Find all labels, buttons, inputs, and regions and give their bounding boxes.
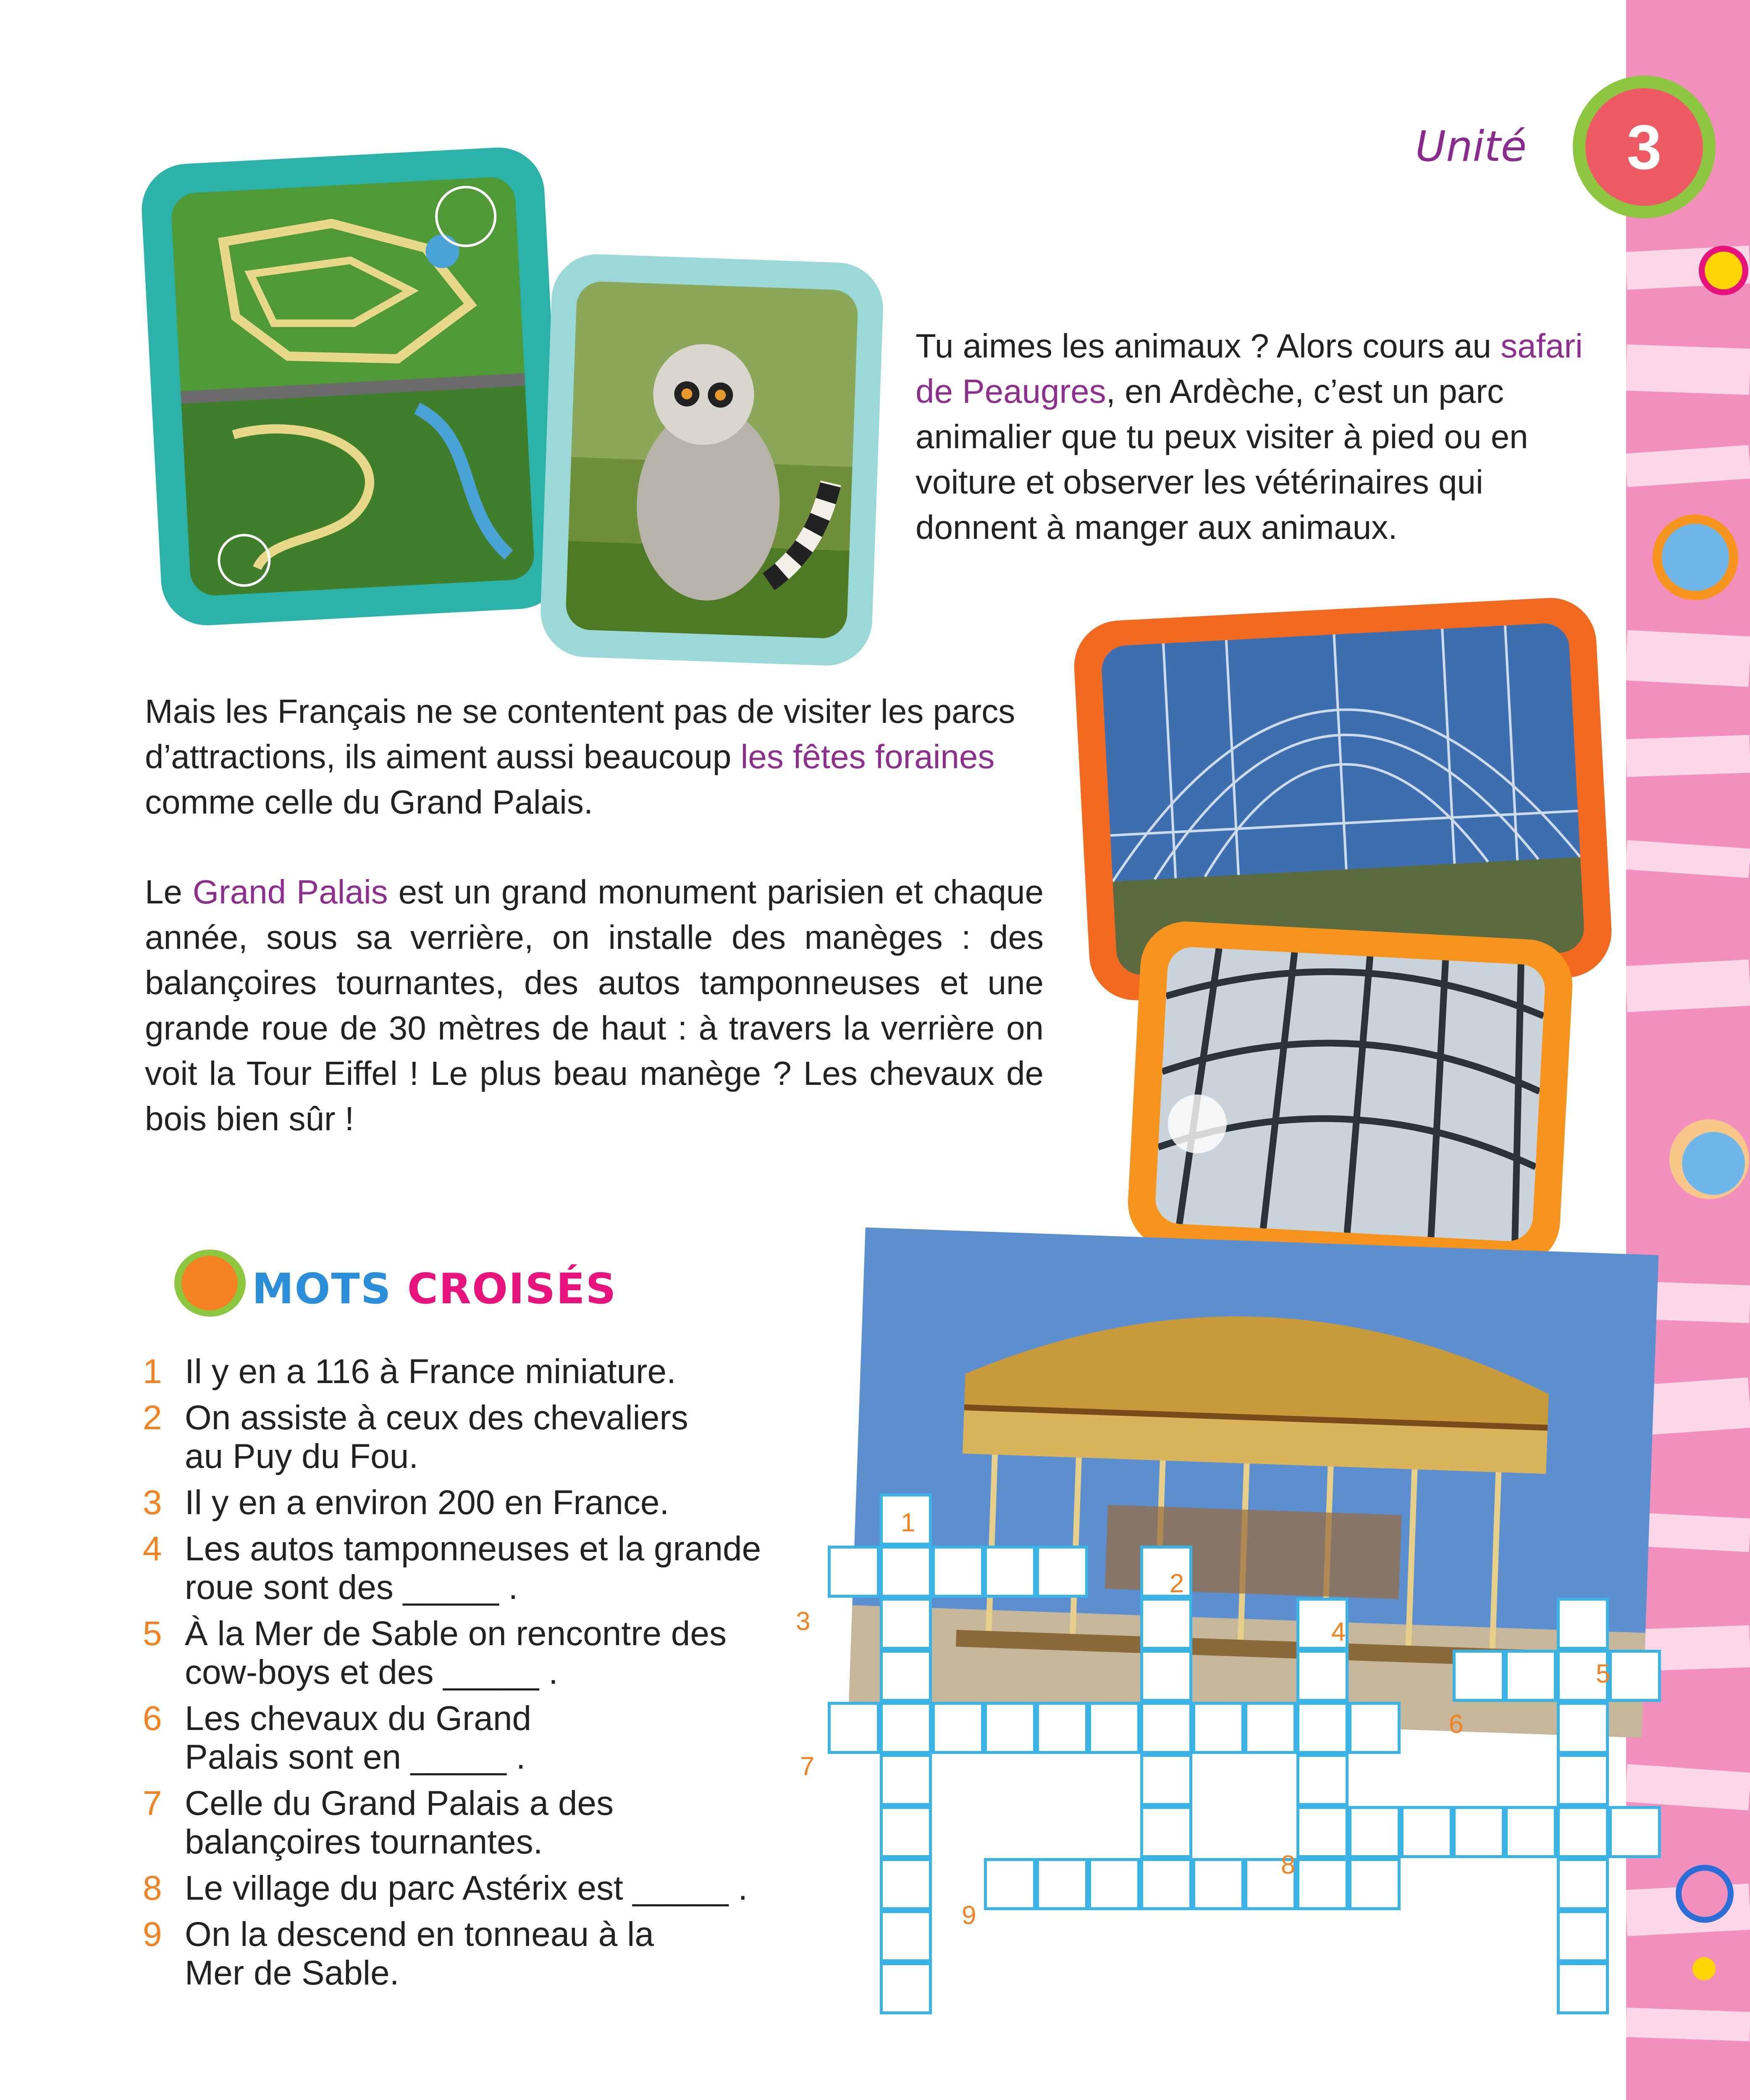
clue-number: 8	[143, 1869, 162, 1907]
crossword-cell[interactable]	[984, 1702, 1036, 1754]
grid-number: 4	[1331, 1617, 1346, 1646]
safari-highlight-link: safari de Peaugres	[916, 327, 1583, 410]
crossword-cell[interactable]	[984, 1858, 1036, 1910]
safari-paragraph	[916, 323, 1587, 550]
crossword-cell[interactable]	[1140, 1754, 1192, 1806]
crossword-cell[interactable]	[1296, 1858, 1349, 1910]
clue-text: Les autos tamponneuses et la grande roue sont des _____ .	[185, 1530, 761, 1606]
fetes-text-before: Mais les Français ne se contentent pas de visiter les parcs d’attractions, ils aiment aussi beaucoup	[145, 693, 1015, 775]
grand-palais-text-before: Le	[145, 873, 193, 911]
crossword-title-word2: CROISÉS	[407, 1264, 617, 1313]
clue-number: 5	[143, 1614, 162, 1653]
crossword-cell[interactable]	[1609, 1806, 1661, 1858]
clue-item	[143, 1915, 689, 1992]
crossword-cell[interactable]	[1140, 1858, 1192, 1910]
clue-text: On la descend en tonneau à la Mer de Sable.	[185, 1915, 654, 1992]
grid-number: 3	[796, 1607, 811, 1636]
crossword-cell[interactable]	[1349, 1702, 1401, 1754]
crossword-cell[interactable]	[880, 1702, 932, 1754]
crossword-cell[interactable]	[1557, 1598, 1609, 1650]
crossword-clues	[143, 1352, 815, 2000]
crossword-cell[interactable]	[1557, 1702, 1609, 1754]
crossword-cell[interactable]	[880, 1910, 932, 1962]
fetes-text-after: comme celle du Grand Palais.	[145, 783, 593, 821]
crossword-cell[interactable]	[1557, 1858, 1609, 1910]
crossword-cell[interactable]	[1296, 1806, 1349, 1858]
clue-item	[143, 1614, 752, 1692]
crossword-cell[interactable]	[1140, 1702, 1192, 1754]
crossword-cell[interactable]	[880, 1962, 932, 2014]
crossword-cell[interactable]	[880, 1650, 932, 1702]
crossword-cell[interactable]	[1088, 1702, 1140, 1754]
crossword-cell[interactable]	[1192, 1858, 1244, 1910]
clue-text: Celle du Grand Palais a des balançoires tournantes.	[185, 1784, 614, 1861]
clue-number: 7	[143, 1784, 162, 1822]
grid-number: 7	[800, 1752, 815, 1781]
crossword-title-word1: MOTS	[252, 1264, 392, 1313]
deco-circle	[1699, 246, 1748, 295]
safari-map-photo	[170, 176, 535, 597]
grand-palais-interior-photo	[1100, 622, 1585, 976]
crossword-cell[interactable]	[1140, 1546, 1192, 1598]
clue-text: Les chevaux du Grand Palais sont en _____ .	[185, 1699, 532, 1776]
safari-text-after: , en Ardèche, c’est un parc animalier que tu peux visiter à pied ou en voiture et observer les vétérinaires qui donnent à manger aux animaux.	[916, 373, 1528, 546]
fetes-highlight-link: les fêtes foraines	[740, 738, 995, 775]
grid-number: 1	[901, 1508, 916, 1537]
crossword-cell[interactable]	[1557, 1806, 1609, 1858]
crossword-cell[interactable]	[828, 1702, 880, 1754]
crossword-cell[interactable]	[932, 1702, 984, 1754]
crossword-cell[interactable]	[880, 1806, 932, 1858]
clue-text: On assiste à ceux des chevaliers au Puy du Fou.	[185, 1399, 688, 1475]
crossword-cell[interactable]	[1505, 1650, 1557, 1702]
crossword-cell[interactable]	[932, 1546, 984, 1598]
grid-number: 8	[1281, 1851, 1296, 1880]
crossword-cell[interactable]	[1036, 1546, 1088, 1598]
crossword-cell[interactable]	[1557, 1754, 1609, 1806]
lemur-photo	[565, 281, 859, 639]
clue-item	[143, 1869, 815, 1908]
unit-label: Unité	[1415, 122, 1527, 171]
grand-palais-highlight-link: Grand Palais	[192, 873, 388, 911]
crossword-cell[interactable]	[1349, 1806, 1401, 1858]
clue-number: 2	[143, 1399, 162, 1437]
crossword-cell[interactable]	[1140, 1650, 1192, 1702]
crossword-cell[interactable]	[1401, 1806, 1453, 1858]
deco-circle	[1676, 1865, 1734, 1923]
clue-number: 6	[143, 1699, 162, 1738]
clue-number: 4	[143, 1530, 162, 1568]
clue-number: 9	[143, 1915, 162, 1953]
clue-number: 1	[143, 1352, 162, 1391]
crossword-cell[interactable]	[1453, 1650, 1505, 1702]
unit-number: 3	[1585, 88, 1703, 206]
crossword-cell[interactable]	[880, 1598, 932, 1650]
crossword-title	[252, 1264, 617, 1313]
grid-number: 6	[1449, 1710, 1464, 1739]
grand-palais-text-after: est un grand monument parisien et chaque année, sous sa verrière, on installe des manèges : des balançoires tournantes, des autos tamponneuses et une grande roue de 30 mètres de haut : à travers la verrière on voit la Tour Eiffel ! Le plus beau manège ? Les chevaux de bois bien sûr !	[145, 873, 1044, 1137]
clue-item	[143, 1530, 773, 1607]
verriere-photo	[1154, 946, 1546, 1242]
side-band	[1626, 0, 1750, 2100]
crossword-cell[interactable]	[1505, 1806, 1557, 1858]
grid-number: 2	[1170, 1569, 1184, 1598]
crossword-cell[interactable]	[1296, 1702, 1349, 1754]
deco-circle	[1653, 514, 1738, 600]
crossword-cell[interactable]	[1244, 1702, 1296, 1754]
crossword-cell[interactable]	[1088, 1858, 1140, 1910]
clue-item	[143, 1399, 722, 1476]
crossword-cell[interactable]	[1296, 1650, 1349, 1702]
crossword-cell[interactable]	[1557, 1910, 1609, 1962]
clue-number: 3	[143, 1483, 162, 1522]
crossword-cell[interactable]	[880, 1754, 932, 1806]
crossword-cell[interactable]	[984, 1546, 1036, 1598]
crossword-cell[interactable]	[1036, 1702, 1088, 1754]
clue-text: Le village du parc Astérix est _____ .	[185, 1869, 748, 1907]
safari-text-before: Tu aimes les animaux ? Alors cours au	[916, 327, 1501, 365]
crossword-cell[interactable]	[880, 1858, 932, 1910]
grid-number: 9	[962, 1901, 976, 1930]
crossword-cell[interactable]	[880, 1546, 932, 1598]
clue-item	[143, 1699, 605, 1777]
crossword-cell[interactable]	[1453, 1806, 1505, 1858]
crossword-cell[interactable]	[828, 1546, 880, 1598]
clue-item	[143, 1483, 815, 1522]
grand-palais-paragraph	[145, 869, 1044, 1142]
deco-circle	[1682, 1132, 1745, 1195]
crossword-cell[interactable]	[1609, 1650, 1661, 1702]
grid-number: 5	[1596, 1659, 1611, 1688]
clue-item	[143, 1784, 689, 1861]
crossword-cell[interactable]	[1557, 1962, 1609, 2014]
crossword-cell[interactable]	[1349, 1858, 1401, 1910]
clue-text: Il y en a environ 200 en France.	[185, 1483, 669, 1522]
crossword-cell[interactable]	[1140, 1598, 1192, 1650]
clue-text: Il y en a 116 à France miniature.	[185, 1352, 676, 1391]
crossword-cell[interactable]	[1140, 1806, 1192, 1858]
crossword-cell[interactable]	[1192, 1702, 1244, 1754]
clue-text: À la Mer de Sable on rencontre des cow-boys et des _____ .	[185, 1614, 727, 1691]
deco-circle	[1692, 1957, 1716, 1980]
fetes-paragraph	[145, 689, 1023, 825]
crossword-cell[interactable]	[1296, 1754, 1349, 1806]
basketball-icon-center	[181, 1256, 238, 1310]
clue-item	[143, 1352, 815, 1391]
crossword-cell[interactable]	[1036, 1858, 1088, 1910]
